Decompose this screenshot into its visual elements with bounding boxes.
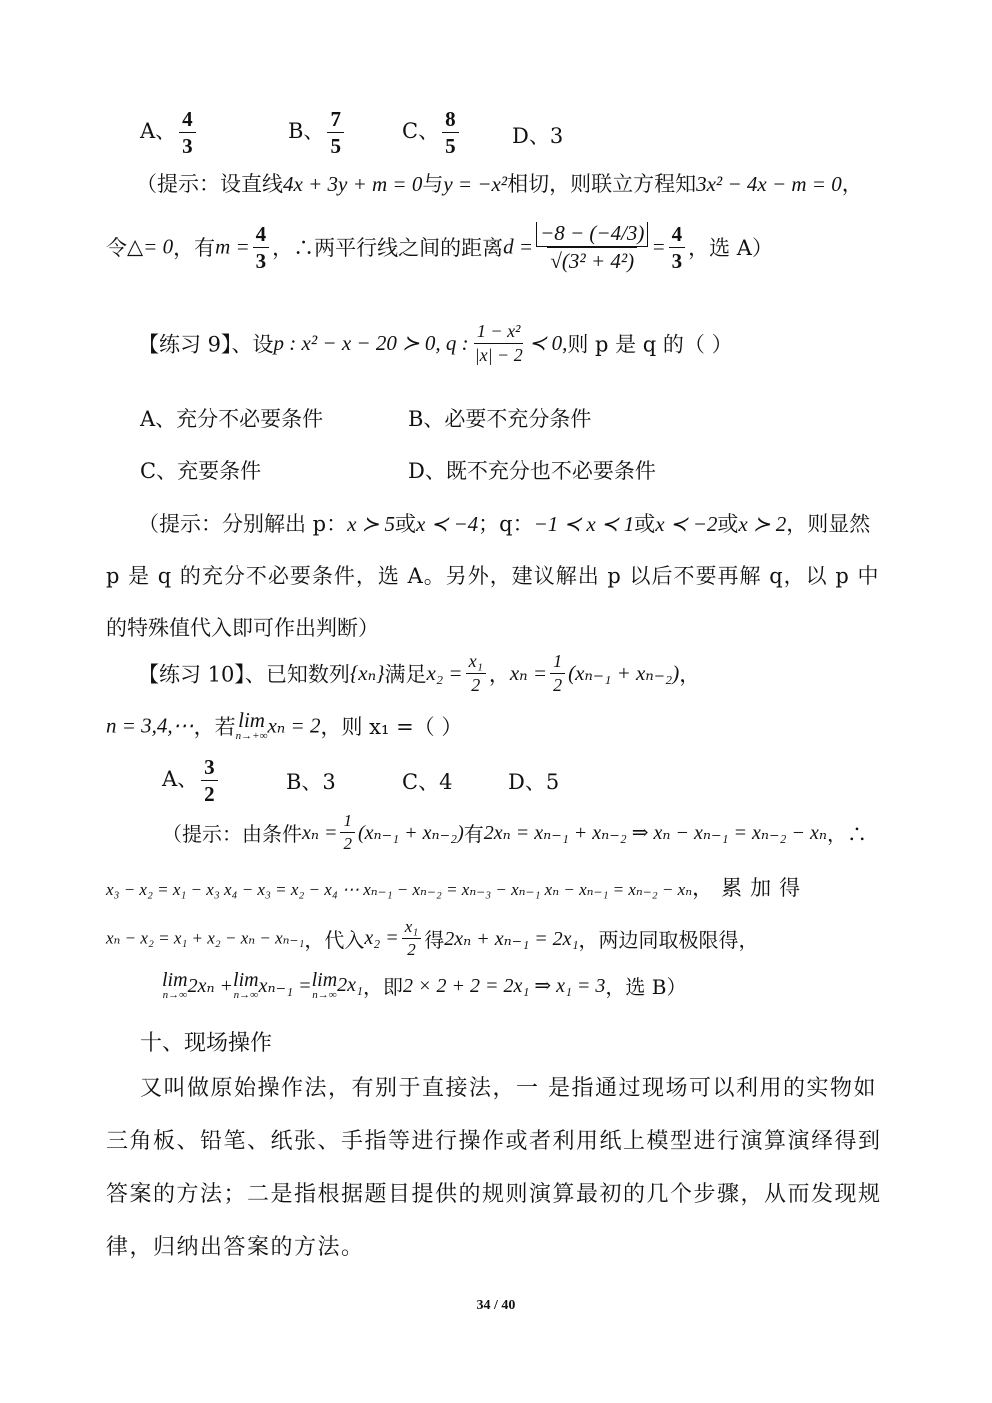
- q8-hint-line2: 令△= 0，有m = $\frac{4}{3}$ ，∴两平行线之间的距离d = $\frac{-8 - (-4/3)}{\text{√(3² + 4²)}}$ = $\frac{4}{3}$ ，选 A）: [106, 221, 773, 274]
- q9-hint-line2: p 是 q 的充分不必要条件，选 A。另外，建议解出 p 以后不要再解 q，以 p 中: [106, 564, 880, 588]
- q10-hint-line1: （提示：由条件xₙ = $\frac{1}{2}$ (xₙ₋₁ + xₙ₋₂)有2xₙ = xₙ₋₁ + xₙ₋₂ ⇒ xₙ − xₙ₋₁ = xₙ₋₂ − xₙ，∴: [162, 811, 867, 853]
- distance-fraction: $\frac{-8 - (-4/3)}{\text{√(3² + 4²)}}$: [536, 222, 648, 272]
- q10-option-a: A、 $\frac{3}{2}$: [162, 756, 221, 805]
- page-number: 34 / 40: [476, 1298, 516, 1313]
- q10-condition: n = 3,4,⋯，若 lim n→+∞ xₙ = 2，则 x₁ =（ ）: [106, 708, 463, 742]
- q8-option-d: D、3: [512, 124, 564, 148]
- q8-hint-line1: （提示：设直线4x + 3y + m = 0与y = −x²相切，则联立方程知3x² − 4x − m = 0，: [136, 172, 863, 196]
- q10-hint-line2: x₃ − x₂ = x₁ − x₃ x₄ − x₃ = x₂ − x₄ ⋯ xₙ₋₁ − xₙ₋₂ = xₙ₋₃ − xₙ₋₁ xₙ − xₙ₋₁ = xₙ₋₂ − xₙ，累加得: [106, 876, 809, 900]
- q9-title: 【练习 9】、设p : x² − x − 20 ≻ 0, q : $\frac{\text{1 − x²}}{|x| - 2}$ ≺ 0,则 p 是 q 的（ ）: [138, 321, 733, 365]
- q10-hint-line3: xₙ − x₂ = x₁ + x₂ − xₙ − xₙ₋₁，代入x₂ = $\frac{\text{x₁}}{2}$ 得2xₙ + xₙ₋₁ = 2x₁，两边同取极限得，: [106, 917, 759, 959]
- q9-option-d: D、既不充分也不必要条件: [408, 459, 656, 483]
- q10-title: 【练习 10】、已知数列{xₙ}满足x₂ = $\frac{\text{x₁}}{2}$ ，xₙ = $\frac{1}{2}$ (xₙ₋₁ + xₙ₋₂)，: [138, 651, 701, 695]
- q10-option-c: C、4: [402, 770, 453, 794]
- section-body: 又叫做原始操作法，有别于直接法，一 是指通过现场可以利用的实物如三角板、铅笔、纸张、手指等进行操作或者利用纸上模型进行演算演绎得到答案的方法；二是指根据题目提供的规则演算最初的几个步骤，从而发现规律，归纳出答案的方法。: [106, 1076, 882, 1260]
- q9-hint-line3: 的特殊值代入即可作出判断）: [106, 616, 379, 640]
- q8-option-c: C、 $\frac{8}{5}$: [402, 108, 462, 157]
- q9-option-b: B、必要不充分条件: [408, 407, 592, 431]
- q10-hint-line4: lim n→∞ 2xₙ + lim n→∞ xₙ₋₁ = lim n→∞ 2x₁，即2 × 2 + 2 = 2x₁ ⇒ x₁ = 3，选 B）: [162, 969, 687, 1001]
- q10-option-d: D、5: [508, 770, 560, 794]
- q10-option-b: B、3: [286, 770, 336, 794]
- q8-option-b: B、 $\frac{7}{5}$: [288, 108, 347, 157]
- section-heading: 十、现场操作: [140, 1031, 273, 1056]
- q9-option-a: A、充分不必要条件: [140, 407, 324, 431]
- q9-option-c: C、充要条件: [140, 459, 262, 483]
- q8-option-a: A、 $\frac{4}{3}$: [140, 108, 199, 157]
- q9-hint-line1: （提示：分别解出 p：x ≻ 5或x ≺ −4；q：−1 ≺ x ≺ 1或x ≺ −2或x ≻ 2，则显然: [138, 512, 871, 536]
